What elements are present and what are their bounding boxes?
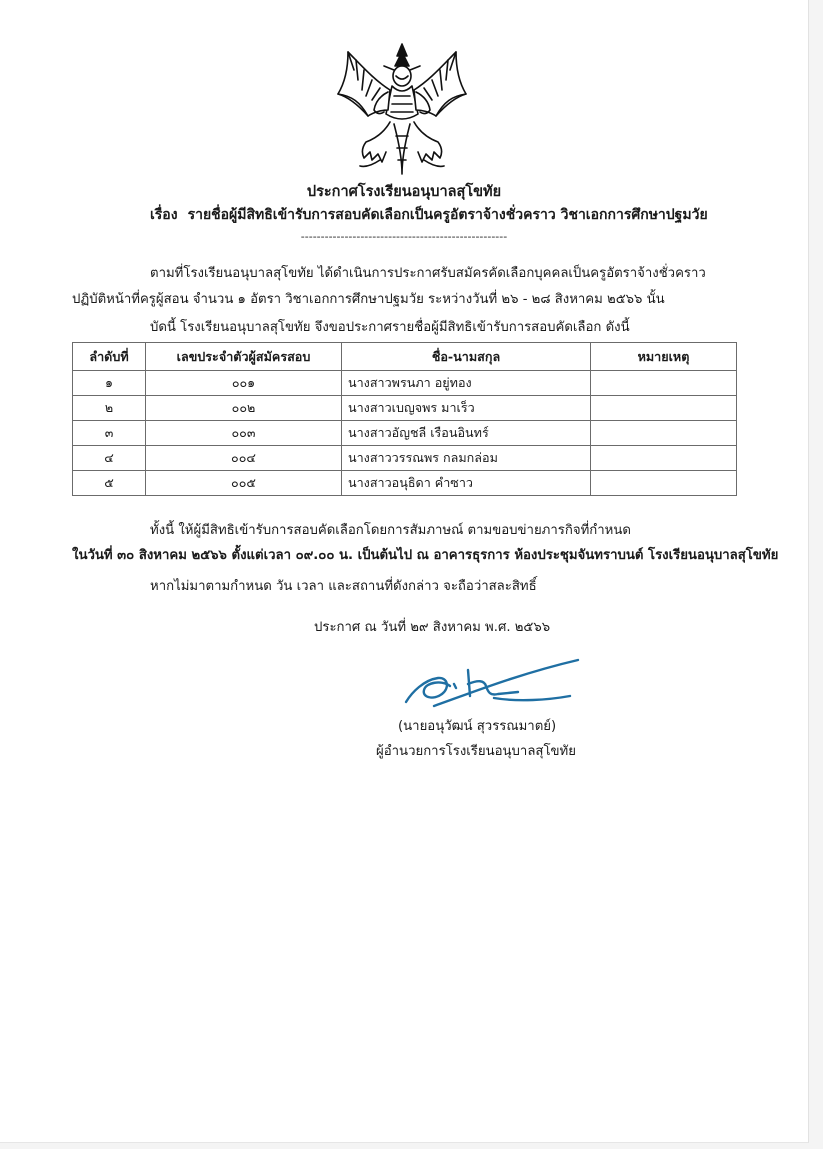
table-row (73, 446, 737, 471)
signatory-position: ผู้อำนวยการโรงเรียนอนุบาลสุโขทัย (376, 744, 576, 759)
details-line-3: หากไม่มาตามกำหนด วัน เวลา และสถานที่ดังกล่าว จะถือว่าสละสิทธิ์ (150, 579, 537, 594)
cell-order: ๓ (73, 421, 146, 446)
cell-applicant-id: ๐๐๑ (146, 371, 342, 396)
cell-note (591, 371, 737, 396)
cell-note (591, 421, 737, 446)
cell-applicant-id: ๐๐๔ (146, 446, 342, 471)
cell-order: ๔ (73, 446, 146, 471)
table-header-row (73, 343, 737, 371)
signature-icon (398, 640, 588, 720)
table-row (73, 396, 737, 421)
divider-line: ---------------------------------------------------- (300, 230, 508, 243)
announcement-subject (150, 204, 708, 226)
cell-order: ๒ (73, 396, 146, 421)
details-line-1: ทั้งนี้ ให้ผู้มีสิทธิเข้ารับการสอบคัดเลือกโดยการสัมภาษณ์ ตามขอบข่ายภารกิจที่กำหนด (150, 523, 631, 538)
cell-applicant-id: ๐๐๓ (146, 421, 342, 446)
cell-order: ๑ (73, 371, 146, 396)
announcement-date: ประกาศ ณ วันที่ ๒๙ สิงหาคม พ.ศ. ๒๕๖๖ (314, 620, 551, 635)
cell-order: ๕ (73, 471, 146, 496)
cell-name: นางสาวเบญจพร มาเร็ว (342, 396, 591, 421)
cell-name: นางสาวอัญชลี เรือนอินทร์ (342, 421, 591, 446)
intro-line-3: บัดนี้ โรงเรียนอนุบาลสุโขทัย จึงขอประกาศรายชื่อผู้มีสิทธิเข้ารับการสอบคัดเลือก ดังนี้ (150, 320, 630, 335)
announcement-title: ประกาศโรงเรียนอนุบาลสุโขทัย (306, 184, 502, 200)
cell-name: นางสาวอนุธิดา คำซาว (342, 471, 591, 496)
header-order: ลำดับที่ (73, 343, 146, 371)
cell-note (591, 446, 737, 471)
table-row (73, 371, 737, 396)
table-row (73, 421, 737, 446)
cell-applicant-id: ๐๐๕ (146, 471, 342, 496)
header-note: หมายเหตุ (591, 343, 737, 371)
table-row (73, 471, 737, 496)
subject-text: รายชื่อผู้มีสิทธิเข้ารับการสอบคัดเลือกเป็นครูอัตราจ้างชั่วคราว วิชาเอกการศึกษาปฐมวัย (187, 207, 708, 223)
signatory-name: (นายอนุวัฒน์ สุวรรณมาตย์) (398, 719, 557, 734)
garuda-emblem-icon (334, 40, 470, 178)
header-applicant-id: เลขประจำตัวผู้สมัครสอบ (146, 343, 342, 371)
subject-label: เรื่อง (150, 207, 178, 223)
applicant-table (72, 342, 737, 496)
cell-applicant-id: ๐๐๒ (146, 396, 342, 421)
intro-line-2: ปฏิบัติหน้าที่ครูผู้สอน จำนวน ๑ อัตรา วิชาเอกการศึกษาปฐมวัย ระหว่างวันที่ ๒๖ - ๒๘ สิงหาคม ๒๕๖๖ นั้น (72, 292, 665, 307)
header-name: ชื่อ-นามสกุล (342, 343, 591, 371)
intro-line-1: ตามที่โรงเรียนอนุบาลสุโขทัย ได้ดำเนินการประกาศรับสมัครคัดเลือกบุคคลเป็นครูอัตราจ้างชั่วคราว (150, 266, 706, 281)
cell-name: นางสาวพรนภา อยู่ทอง (342, 371, 591, 396)
cell-note (591, 396, 737, 421)
details-line-2: ในวันที่ ๓๐ สิงหาคม ๒๕๖๖ ตั้งแต่เวลา ๐๙.๐๐ น. เป็นต้นไป ณ อาคารธุรการ ห้องประชุมจันทราบนต์ โรงเรียนอนุบาลสุโขทัย (72, 548, 779, 563)
cell-name: นางสาววรรณพร กลมกล่อม (342, 446, 591, 471)
cell-note (591, 471, 737, 496)
